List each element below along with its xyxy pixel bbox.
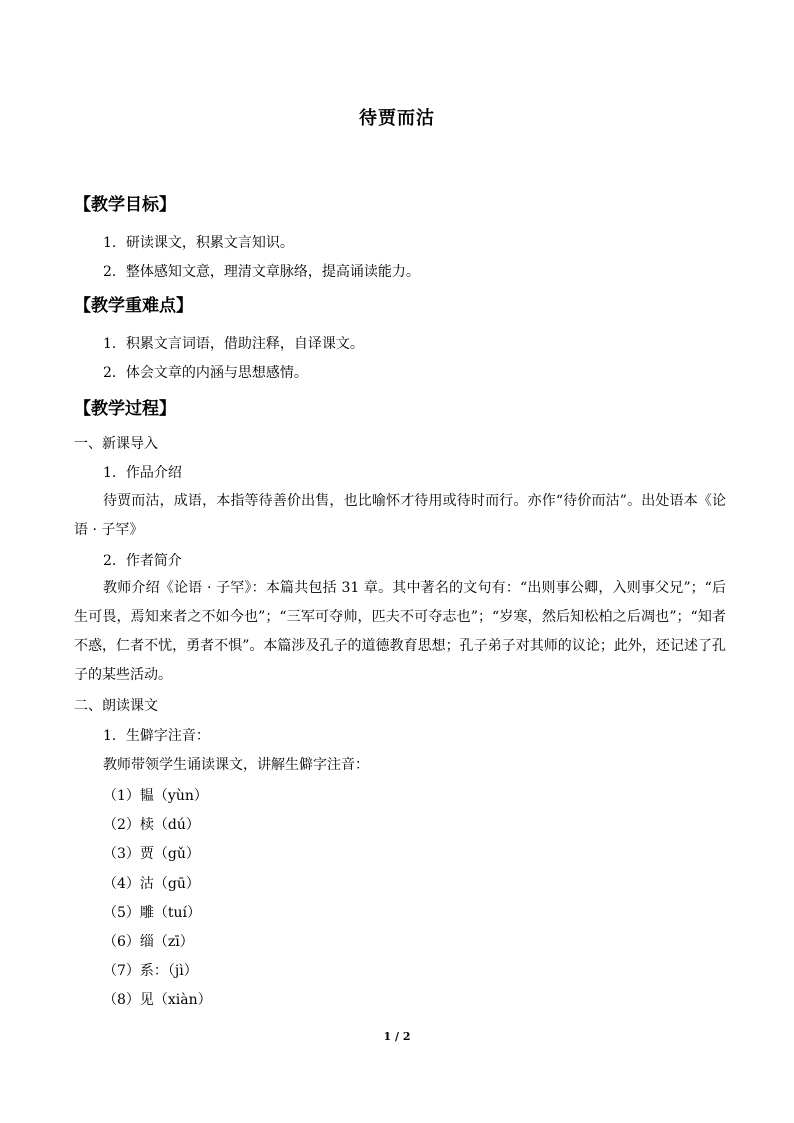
pinyin-item: （5）雕（tuí） (103, 905, 202, 921)
part1-sub1-heading: 1．作品介绍 (103, 465, 182, 481)
goal-item: 1．研读课文，积累文言知识。 (103, 235, 294, 251)
pinyin-item: （2）椟（dú） (103, 817, 200, 833)
part2-sub1-heading: 1．生僻字注音： (103, 728, 210, 744)
key-point-item: 2．体会文章的内涵与思想感情。 (103, 365, 308, 381)
key-point-item: 1．积累文言词语，借助注释，自译课文。 (103, 336, 364, 352)
document-title: 待贾而沽 (359, 108, 435, 129)
pinyin-item: （1）韫（yùn） (103, 788, 208, 804)
pinyin-item: （4）沽（gū） (103, 876, 200, 892)
goal-item: 2．整体感知文意，理清文章脉络，提高诵读能力。 (103, 264, 420, 280)
part1-heading: 一、新课导入 (74, 436, 158, 452)
pinyin-item: （6）缁（zī） (103, 934, 194, 950)
part2-intro: 教师带领学生诵读课文，讲解生僻字注音： (103, 757, 369, 773)
section-heading-key-points: 【教学重难点】 (74, 296, 193, 316)
section-heading-goals: 【教学目标】 (74, 195, 176, 215)
section-heading-process: 【教学过程】 (74, 399, 176, 419)
author-introduction-paragraph: 教师介绍《论语 · 子罕》：本篇共包括 31 章。其中著名的文句有：“出则事公卿，入则事父兄”；“后生可畏，焉知来者之不如今也”；“三军可夺帅，匹夫不可夺志也”；“岁寒，然后知松柏之后凋也”；“知者不惑，仁者不忧，勇者不惧”。本篇涉及孔子的道德教育思想；孔子弟子对其师的议论；此外，还记述了孔子的某些活动。 (74, 580, 726, 683)
pinyin-item: （7）系：（jì） (103, 963, 198, 979)
part1-sub2-heading: 2．作者简介 (103, 553, 182, 569)
pinyin-item: （3）贾（gǔ） (103, 846, 200, 862)
work-introduction-paragraph: 待贾而沽，成语，本指等待善价出售，也比喻怀才待用或待时而行。亦作“待价而沽”。出处语本《论语 · 子罕》 (74, 493, 726, 538)
part2-heading: 二、朗读课文 (74, 698, 158, 714)
page-number: 1 / 2 (383, 1030, 411, 1043)
pinyin-item: （8）见（xiàn） (103, 992, 212, 1008)
